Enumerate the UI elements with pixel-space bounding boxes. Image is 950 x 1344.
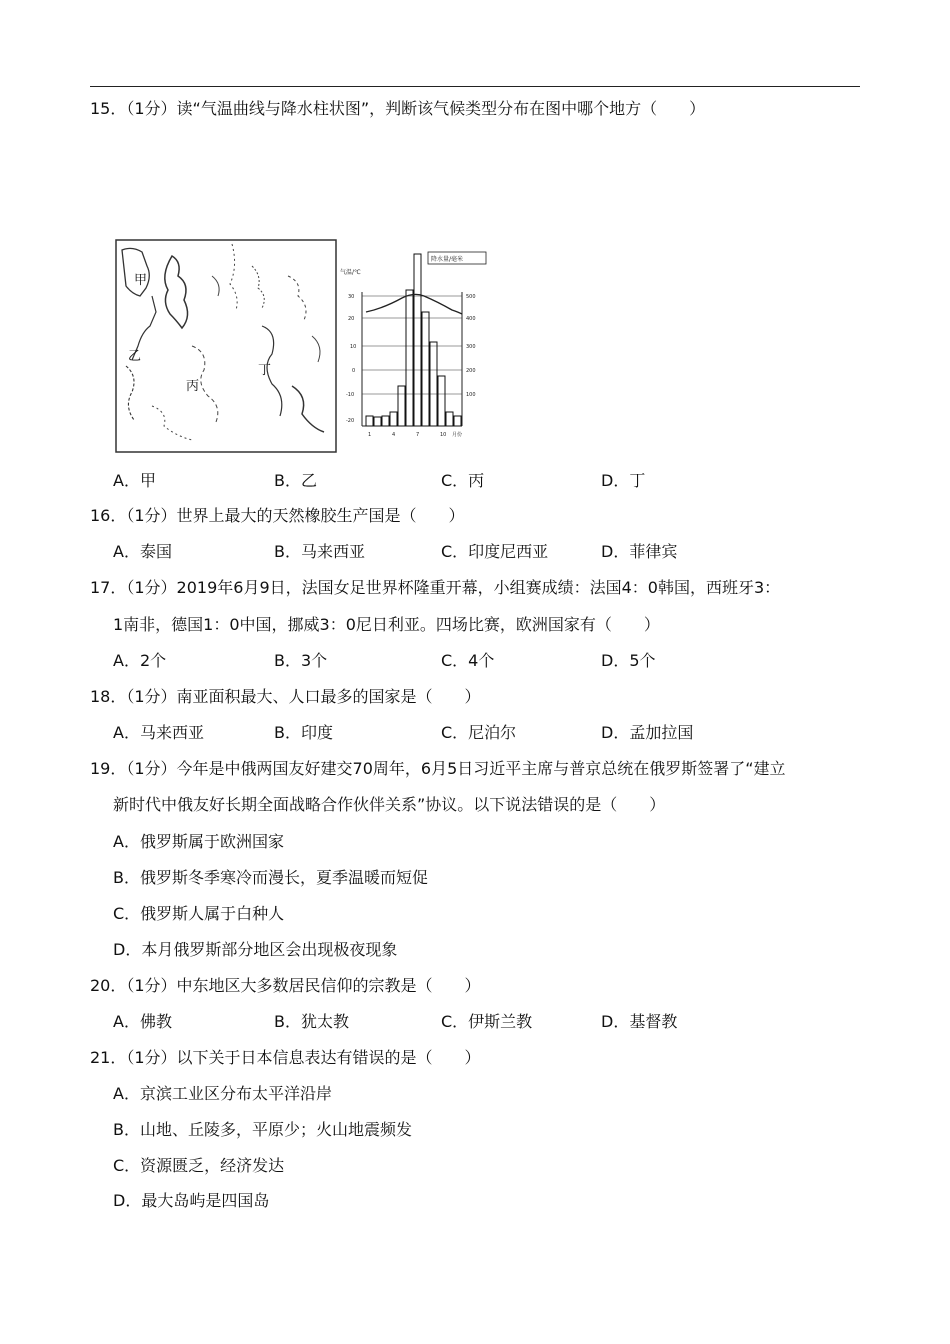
q15-option-c[interactable]: C．丙: [441, 471, 485, 490]
q17-option-a[interactable]: A．2个: [113, 651, 167, 670]
precipitation-tick-300: 300: [466, 344, 476, 350]
q16-option-b[interactable]: B．马来西亚: [274, 542, 365, 561]
q18-option-a[interactable]: A．马来西亚: [113, 723, 204, 742]
q21-option-d[interactable]: D．最大岛屿是四国岛: [113, 1191, 270, 1210]
q17-option-d[interactable]: D．5个: [601, 651, 656, 670]
question-17-text: 17．（1分）2019年6月9日，法国女足世界杯隆重开幕，小组赛成绩：法国4：0韩国，西班牙3：: [90, 578, 781, 597]
month-tick-7: 7: [416, 432, 420, 438]
precipitation-tick-500: 500: [466, 294, 476, 300]
month-unit-label: 月份: [452, 432, 463, 438]
q15-option-b[interactable]: B．乙: [274, 471, 317, 490]
q20-option-d[interactable]: D．基督教: [601, 1012, 678, 1031]
q18-option-c[interactable]: C．尼泊尔: [441, 723, 517, 742]
question-16-text: 16．（1分）世界上最大的天然橡胶生产国是（ ）: [90, 506, 465, 525]
month-tick-4: 4: [392, 432, 396, 438]
question-17-text-continued: 1南非，德国1：0中国，挪威3：0尼日利亚。四场比赛，欧洲国家有（ ）: [113, 615, 660, 634]
question-20-text: 20．（1分）中东地区大多数居民信仰的宗教是（ ）: [90, 976, 481, 995]
precipitation-tick-100: 100: [466, 392, 476, 398]
temperature-tick-20: 20: [348, 316, 355, 322]
q15-option-d[interactable]: D．丁: [601, 471, 646, 490]
q18-option-d[interactable]: D．孟加拉国: [601, 723, 694, 742]
temperature-tick-0: 0: [352, 368, 356, 374]
month-tick-1: 1: [368, 432, 372, 438]
q17-option-b[interactable]: B．3个: [274, 651, 328, 670]
q15-option-a[interactable]: A．甲: [113, 471, 156, 490]
temperature-tick-minus-10: -10: [346, 392, 355, 398]
map-label-ding: 丁: [258, 363, 272, 378]
question-19-text: 19．（1分）今年是中俄两国友好建交70周年，6月5日习近平主席与普京总统在俄罗斯签署了“建立: [90, 759, 786, 778]
precipitation-tick-400: 400: [466, 316, 476, 322]
question-19-text-continued: 新时代中俄友好长期全面战略合作伙伴关系”协议。以下说法错误的是（ ）: [113, 795, 666, 814]
map-and-climate-chart: [112, 236, 492, 456]
header-rule: [90, 86, 860, 87]
q16-option-a[interactable]: A．泰国: [113, 542, 172, 561]
question-15-figure: [112, 236, 492, 456]
q21-option-b[interactable]: B．山地、丘陵多，平原少；火山地震频发: [113, 1120, 412, 1139]
map-label-jia: 甲: [134, 273, 148, 288]
map-label-bing: 丙: [186, 379, 200, 394]
temperature-tick-10: 10: [350, 344, 357, 350]
q20-option-c[interactable]: C．伊斯兰教: [441, 1012, 533, 1031]
climate-chart: [340, 252, 486, 438]
q16-option-c[interactable]: C．印度尼西亚: [441, 542, 549, 561]
q21-option-c[interactable]: C．资源匮乏，经济发达: [113, 1156, 285, 1175]
temperature-axis-label: 气温/℃: [340, 269, 361, 276]
map-label-yi: 乙: [128, 349, 142, 364]
question-21-text: 21．（1分）以下关于日本信息表达有错误的是（ ）: [90, 1048, 481, 1067]
q17-option-c[interactable]: C．4个: [441, 651, 495, 670]
map: [116, 240, 336, 452]
precipitation-axis-label: 降水量/毫米: [431, 256, 464, 263]
q20-option-b[interactable]: B．犹太教: [274, 1012, 349, 1031]
precipitation-tick-200: 200: [466, 368, 476, 374]
q21-option-a[interactable]: A．京滨工业区分布太平洋沿岸: [113, 1084, 332, 1103]
q19-option-d[interactable]: D．本月俄罗斯部分地区会出现极夜现象: [113, 940, 398, 959]
q19-option-b[interactable]: B．俄罗斯冬季寒冷而漫长，夏季温暖而短促: [113, 868, 428, 887]
temperature-tick-minus-20: -20: [346, 418, 355, 424]
q20-option-a[interactable]: A．佛教: [113, 1012, 172, 1031]
q16-option-d[interactable]: D．菲律宾: [601, 542, 678, 561]
q18-option-b[interactable]: B．印度: [274, 723, 333, 742]
question-15-text: 15．（1分）读“气温曲线与降水柱状图”，判断该气候类型分布在图中哪个地方（ ）: [90, 99, 706, 118]
temperature-tick-30: 30: [348, 294, 355, 300]
question-18-text: 18．（1分）南亚面积最大、人口最多的国家是（ ）: [90, 687, 481, 706]
q19-option-c[interactable]: C．俄罗斯人属于白种人: [113, 904, 285, 923]
q19-option-a[interactable]: A．俄罗斯属于欧洲国家: [113, 832, 284, 851]
month-tick-10: 10: [440, 432, 447, 438]
